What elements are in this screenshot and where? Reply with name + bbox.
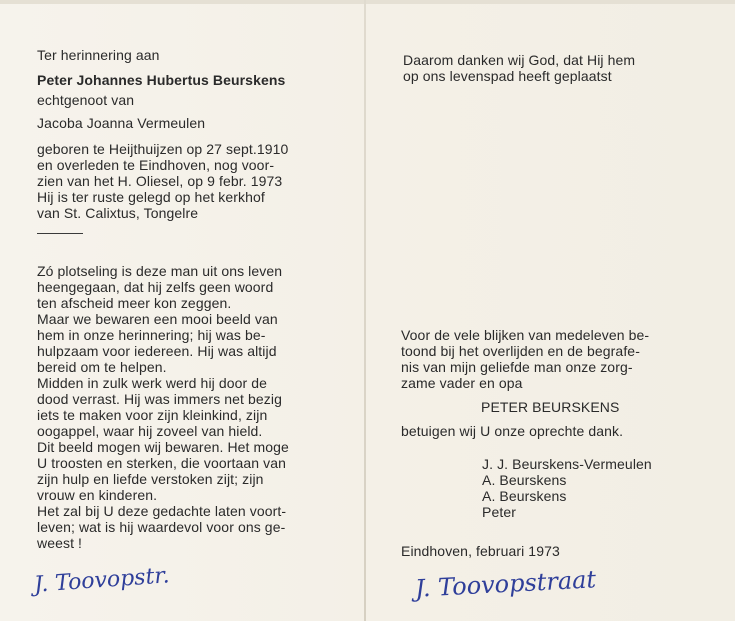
text-line: iets te maken voor zijn kleinkind, zijn xyxy=(37,407,268,423)
deceased-name: Peter Johannes Hubertus Beurskens xyxy=(37,72,286,88)
thanks-line: toond bij het overlijden en de begrafe- xyxy=(401,343,640,359)
bio-line: Hij is ter ruste gelegd op het kerkhof xyxy=(37,189,265,205)
text-line: hulpzaam voor iedereen. Hij was altijd xyxy=(37,343,277,359)
text-line: vrouw en kinderen. xyxy=(37,487,158,503)
text-line: bereid om te helpen. xyxy=(37,359,167,375)
thanks-line: zame vader en opa xyxy=(401,375,523,391)
divider-rule xyxy=(37,233,83,234)
card-top-edge xyxy=(0,0,735,4)
family-member: Peter xyxy=(482,504,516,520)
deceased-caps-name: PETER BEURSKENS xyxy=(481,399,620,415)
text-line: heengegaan, dat hij zelfs geen woord xyxy=(37,279,274,295)
text-line: weest ! xyxy=(37,535,83,551)
bio-line: geboren te Heijthuijzen op 27 sept.1910 xyxy=(37,141,289,157)
bio-line: zien van het H. Oliesel, op 9 febr. 1973 xyxy=(37,173,283,189)
card-fold xyxy=(364,0,366,621)
thanks-closing: betuigen wij U onze oprechte dank. xyxy=(401,423,624,439)
text-line: hem in onze herinnering; hij was be- xyxy=(37,327,266,343)
intro-text: Ter herinnering aan xyxy=(37,47,160,63)
thanks-line: nis van mijn geliefde man onze zorg- xyxy=(401,359,633,375)
text-line: zijn hulp en liefde verstoken zijt; zijn xyxy=(37,471,264,487)
text-line: ten afscheid meer kon zeggen. xyxy=(37,295,232,311)
place-date: Eindhoven, februari 1973 xyxy=(401,543,560,559)
prayer-line: op ons levenspad heeft geplaatst xyxy=(403,68,612,84)
bio-line: en overleden te Eindhoven, nog voor- xyxy=(37,157,275,173)
text-line: Maar we bewaren een mooi beeld van xyxy=(37,311,278,327)
text-line: Zó plotseling is deze man uit ons leven xyxy=(37,263,283,279)
text-line: oogappel, waar hij zoveel van hield. xyxy=(37,423,263,439)
text-line: Midden in zulk werk werd hij door de xyxy=(37,375,268,391)
spouse-name: Jacoba Joanna Vermeulen xyxy=(37,115,206,131)
family-member: J. J. Beurskens-Vermeulen xyxy=(482,456,652,472)
handwritten-signature: J. Toovopstraat xyxy=(414,565,597,603)
prayer-line: Daarom danken wij God, dat Hij hem xyxy=(403,52,636,68)
family-member: A. Beurskens xyxy=(482,472,567,488)
text-line: Het zal bij U deze gedachte laten voort- xyxy=(37,503,287,519)
text-line: dood verrast. Hij was immers net bezig xyxy=(37,391,282,407)
bio-line: van St. Calixtus, Tongelre xyxy=(37,205,199,221)
text-line: U troosten en sterken, die voortaan van xyxy=(37,455,287,471)
thanks-line: Voor de vele blijken van medeleven be- xyxy=(401,327,650,343)
handwritten-signature: J. Toovopstr. xyxy=(33,563,171,598)
text-line: Dit beeld mogen wij bewaren. Het moge xyxy=(37,439,289,455)
text-line: leven; wat is hij waardevol voor ons ge- xyxy=(37,519,286,535)
spouse-label: echtgenoot van xyxy=(37,92,135,108)
family-member: A. Beurskens xyxy=(482,488,567,504)
